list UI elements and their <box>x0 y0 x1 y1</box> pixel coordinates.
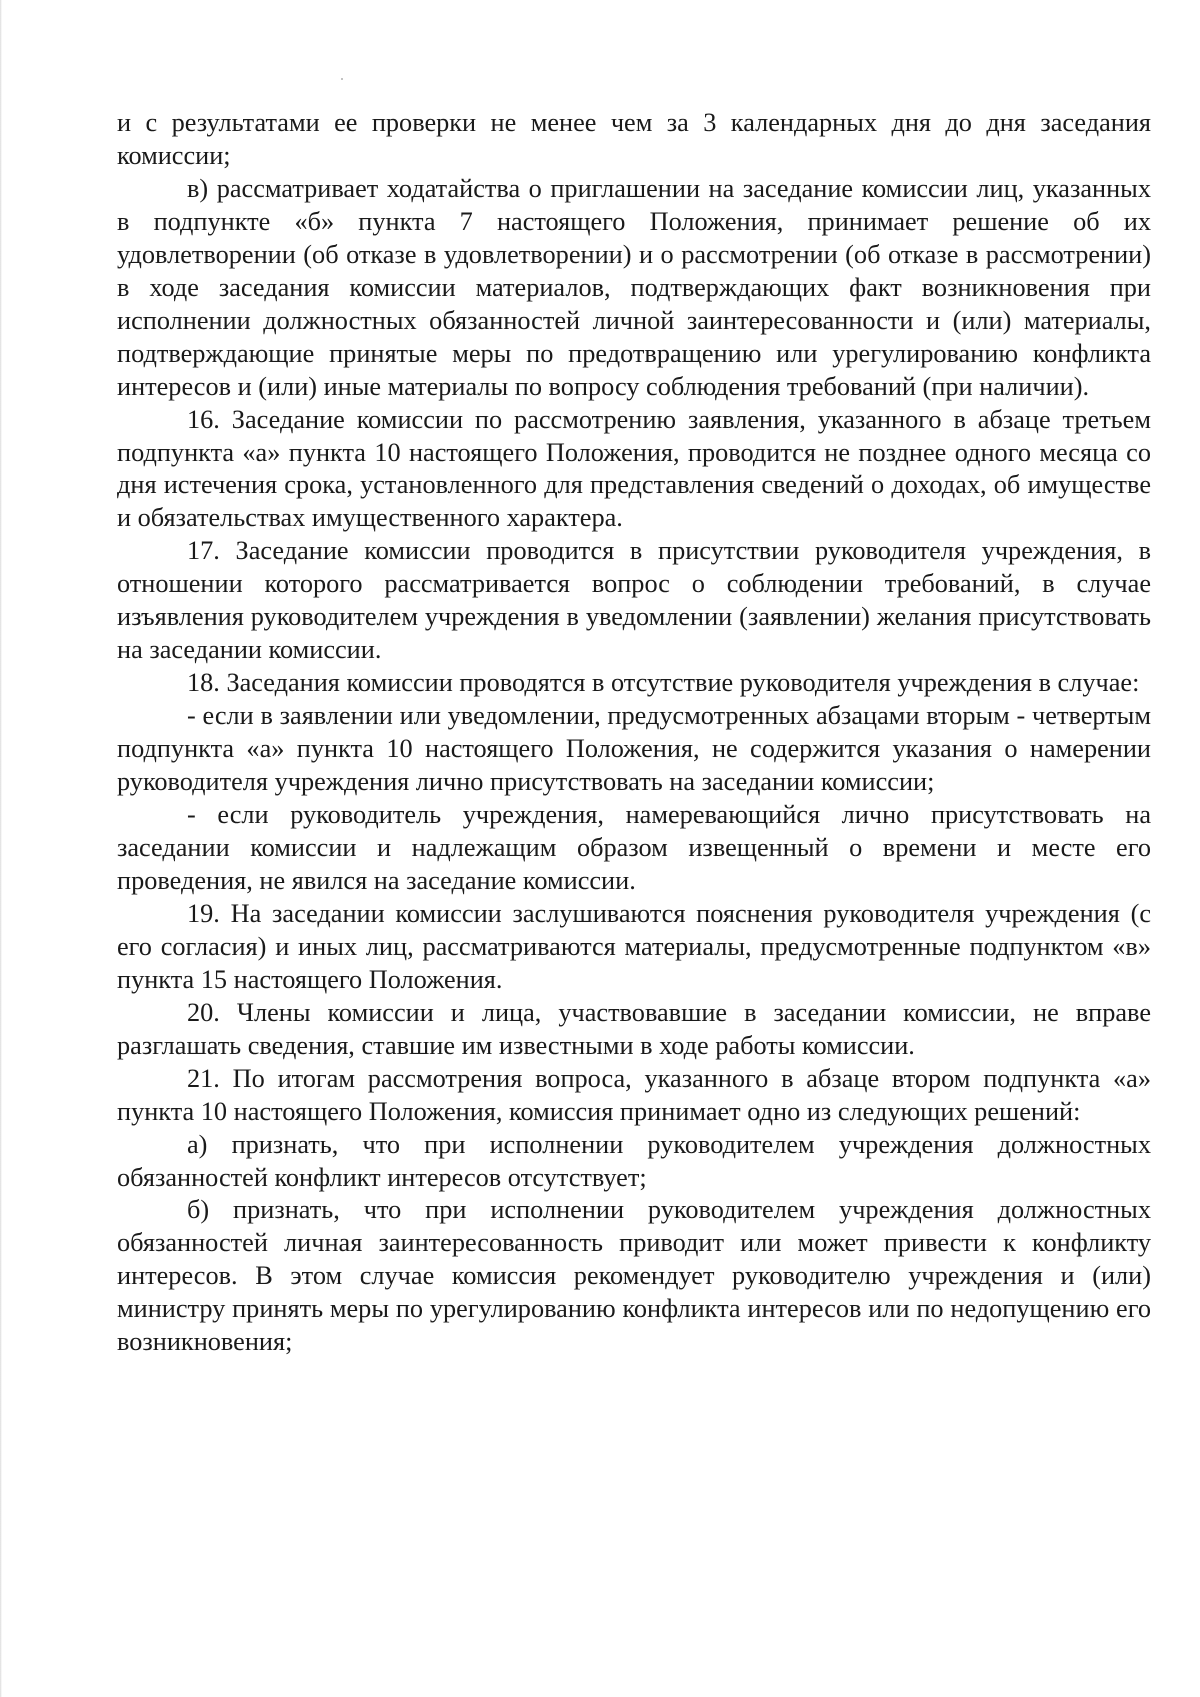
paragraph-20: 20. Члены комиссии и лица, участвовавшие в заседании комиссии, не вправе разглашать сведения, ставшие им известными в ходе работы комиссии. <box>117 997 1151 1060</box>
paragraph-18-item-2: - если руководитель учреждения, намеревающийся лично присутствовать на заседании комиссии и надлежащим образом извещенный о времени и месте его проведения, не явился на заседание комиссии. <box>117 800 1151 895</box>
paragraph-21-b: б) признать, что при исполнении руководителем учреждения должностных обязанностей личная заинтересованность приводит или может привести к конфликту интересов. В этом случае комиссия рекомендует руководителю учреждения и (или) министру принять меры по урегулированию конфликта интересов или по недопущению его возникновения; <box>117 1195 1151 1357</box>
document-body <box>117 107 1151 1359</box>
paragraph-21-a: а) признать, что при исполнении руководителем учреждения должностных обязанностей конфликт интересов отсутствует; <box>117 1129 1151 1192</box>
paragraph-18-item-1: - если в заявлении или уведомлении, предусмотренных абзацами вторым - четвертым подпункта «а» пункта 10 настоящего Положения, не содержится указания о намерении руководителя учреждения лично присутствовать на заседании комиссии; <box>117 701 1151 797</box>
paragraph-19: 19. На заседании комиссии заслушиваются пояснения руководителя учреждения (с его согласия) и иных лиц, рассматриваются материалы, предусмотренные подпунктом «в» пункта 15 настоящего Положения. <box>117 898 1151 994</box>
paragraph-continuation: и с результатами ее проверки не менее чем за 3 календарных дня до дня заседания комиссии; <box>117 108 1151 170</box>
paragraph-15-v: в) рассматривает ходатайства о приглашении на заседание комиссии лиц, указанных в подпункте «б» пункта 7 настоящего Положения, принимает решение об их удовлетворении (об отказе в удовлетворении) и о рассмотрении (об отказе в рассмотрении) в ходе заседания комиссии материалов, подтверждающих факт возникновения при исполнении должностных обязанностей личной заинтересованности и (или) материалы, подтверждающие принятые меры по предотвращению или урегулированию конфликта интересов и (или) иные материалы по вопросу соблюдения требований (при наличии). <box>117 173 1151 401</box>
scan-speck <box>341 78 343 80</box>
paragraph-18: 18. Заседания комиссии проводятся в отсутствие руководителя учреждения в случае: <box>187 668 1140 698</box>
paragraph-16: 16. Заседание комиссии по рассмотрению заявления, указанного в абзаце третьем подпункта «а» пункта 10 настоящего Положения, проводится не позднее одного месяца со дня истечения срока, установленного для представления сведений о доходах, об имуществе и обязательствах имущественного характера. <box>117 404 1151 533</box>
paragraph-21: 21. По итогам рассмотрения вопроса, указанного в абзаце втором подпункта «а» пункта 10 настоящего Положения, комиссия принимает одно из следующих решений: <box>117 1063 1151 1126</box>
paragraph-17: 17. Заседание комиссии проводится в присутствии руководителя учреждения, в отношении которого рассматривается вопрос о соблюдении требований, в случае изъявления руководителем учреждения в уведомлении (заявлении) желания присутствовать на заседании комиссии. <box>117 536 1151 665</box>
scan-edge <box>0 0 2 1697</box>
